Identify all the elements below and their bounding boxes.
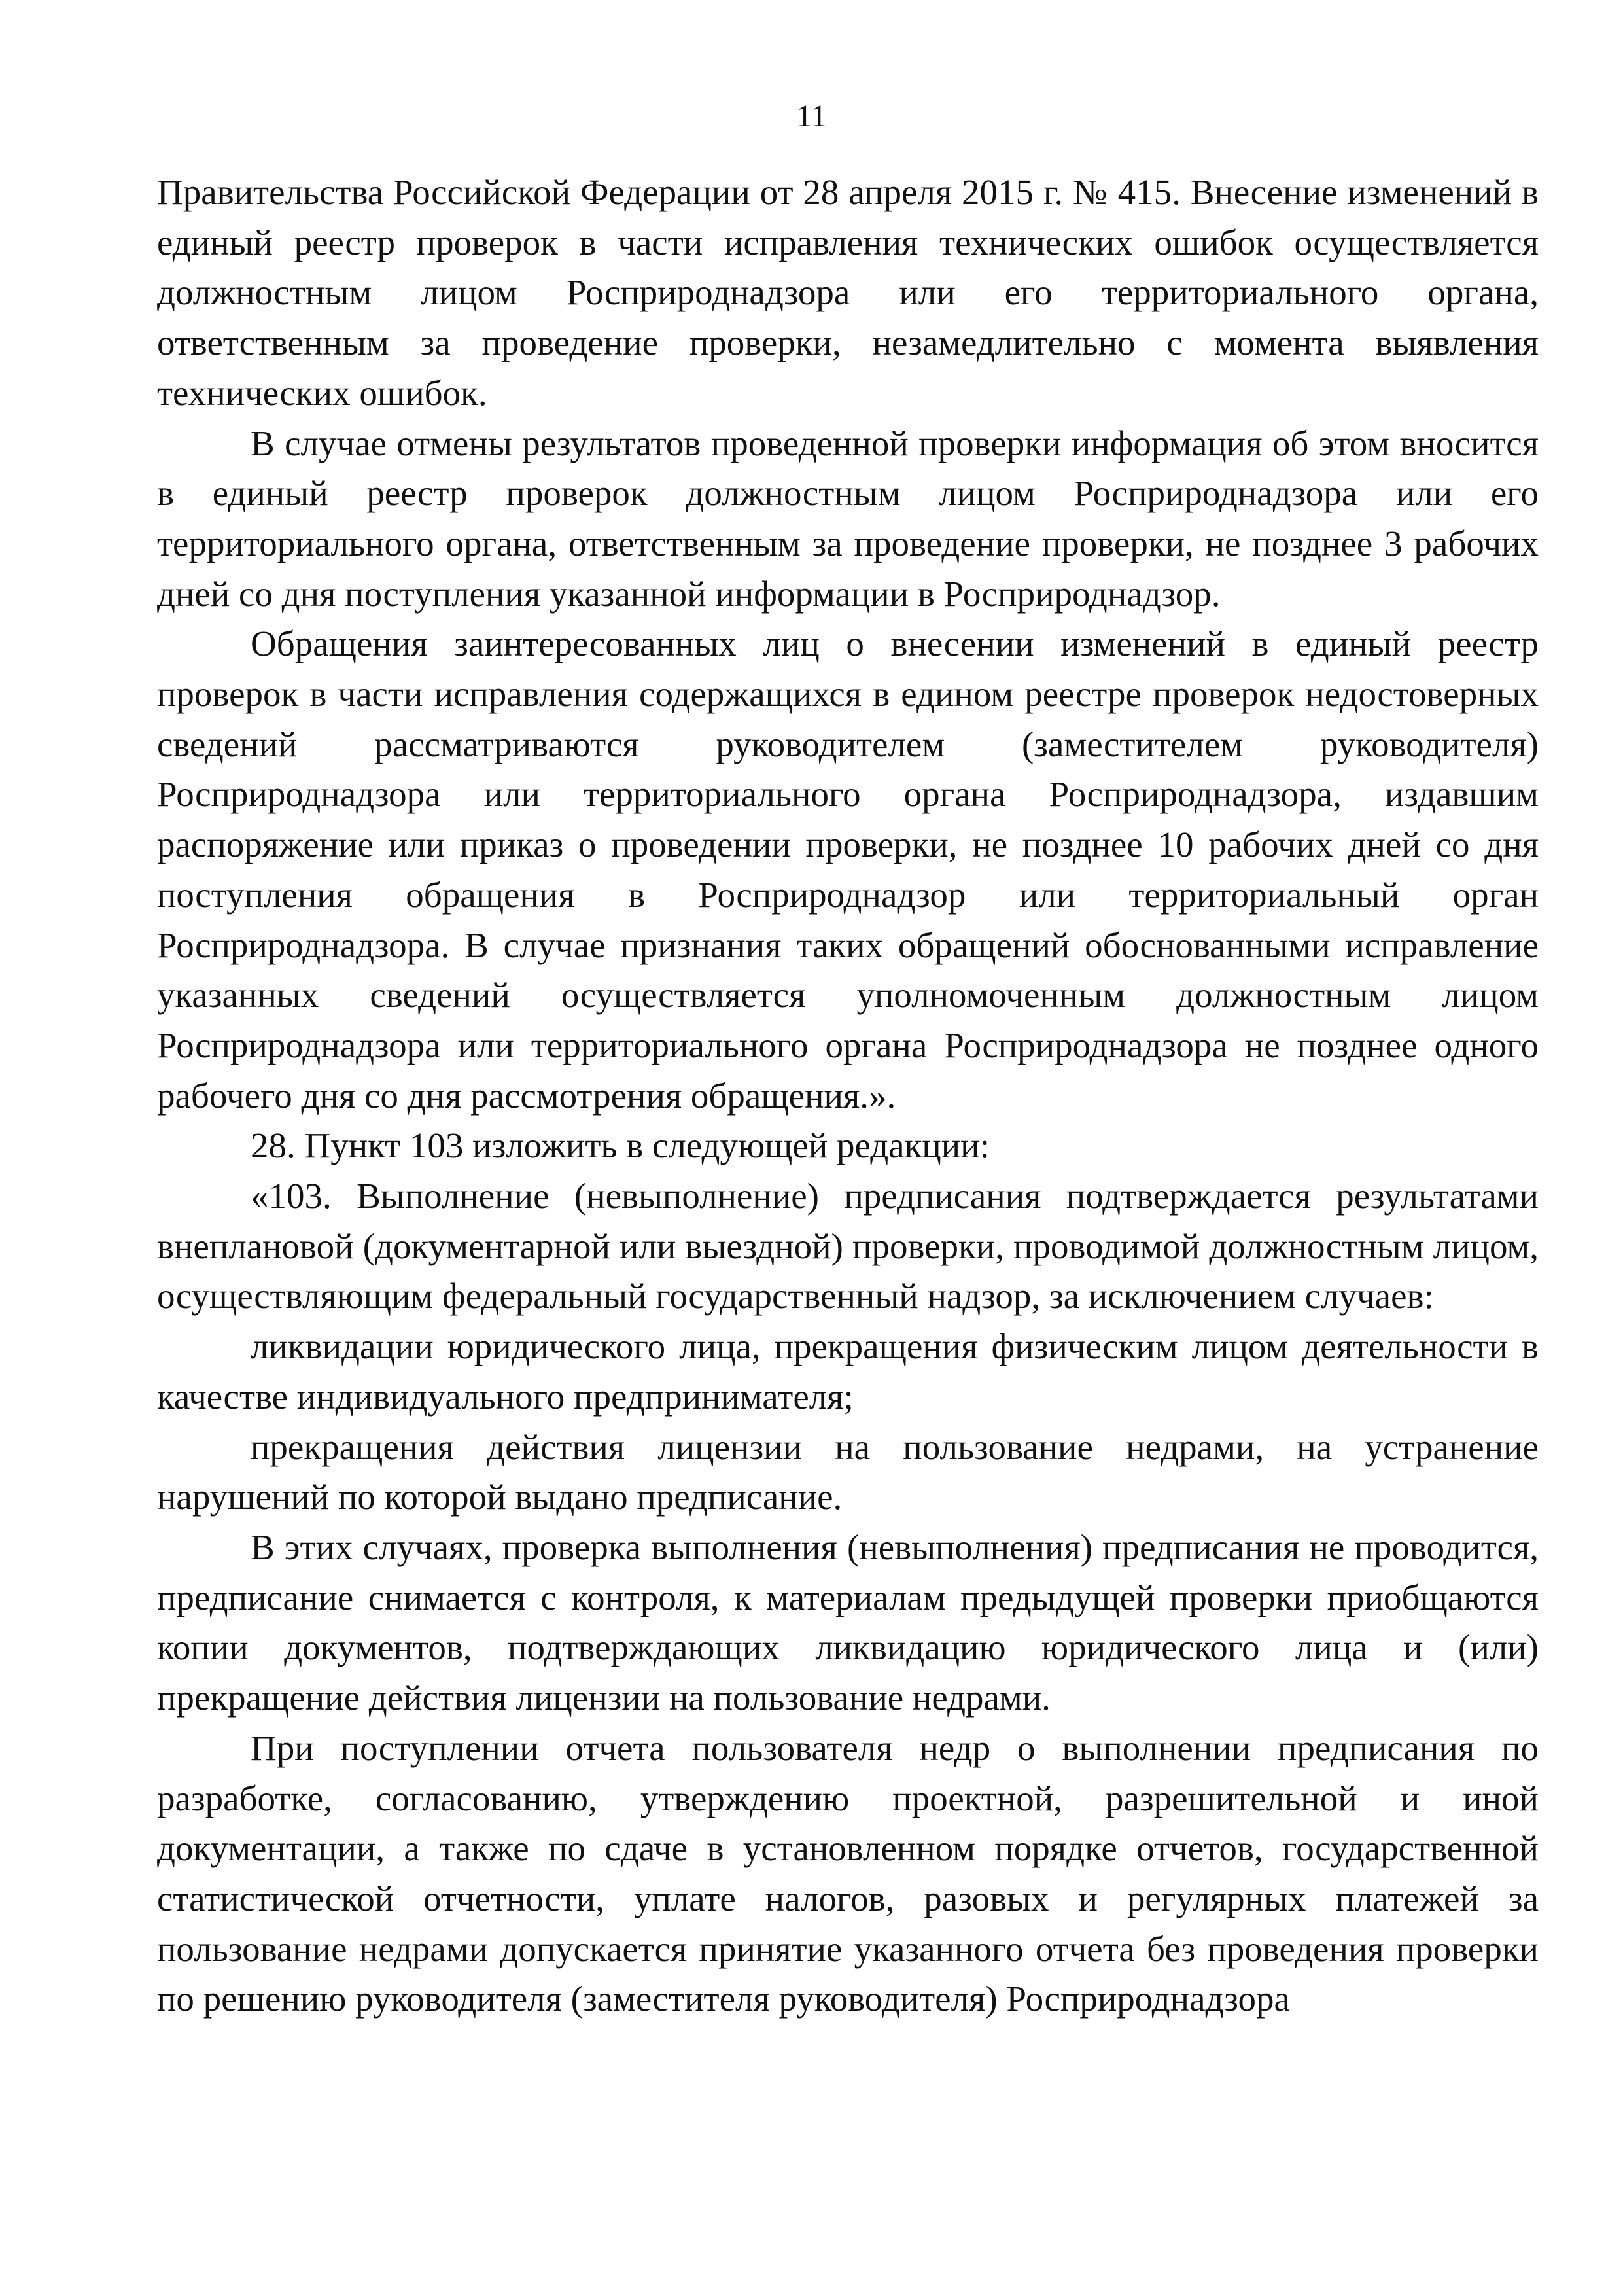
paragraph: В случае отмены результатов проведенной проверки информация об этом вносится в единый реестр проверок должностным лицом Росприроднадзора или его территориального органа, ответственным за проведение проверки, не позднее 3 рабочих дней со дня поступления указанной информации в Росприроднадзор. (157, 423, 1539, 614)
paragraph: прекращения действия лицензии на пользование недрами, на устранение нарушений по которой выдано предписание. (157, 1426, 1539, 1517)
paragraph: Обращения заинтересованных лиц о внесении изменений в единый реестр проверок в части исправления содержащихся в едином реестре проверок недостоверных сведений рассматриваются руководителем (заместителем руководителя) Росприроднадзора или территориального органа Росприроднадзора, издавшим распоряжение или приказ о проведении проверки, не позднее 10 рабочих дней со дня поступления обращения в Росприроднадзор или территориальный орган Росприроднадзора. В случае признания таких обращений обоснованными исправление указанных сведений осуществляется уполномоченным должностным лицом Росприроднадзора или территориального органа Росприроднадзора не позднее одного рабочего дня со дня рассмотрения обращения.». (157, 624, 1539, 1116)
paragraph: При поступлении отчета пользователя недр о выполнении предписания по разработке, согласованию, утверждению проектной, разрешительной и иной документации, а также по сдаче в установленном порядке отчетов, государственной статистической отчетности, уплате налогов, разовых и регулярных платежей за пользование недрами допускается принятие указанного отчета без проведения проверки по решению руководителя (заместителя руководителя) Росприроднадзора (157, 1727, 1539, 2019)
paragraph-continuation: Правительства Российской Федерации от 28 апреля 2015 г. № 415. Внесение изменений в единый реестр проверок в части исправления технических ошибок осуществляется должностным лицом Росприроднадзора или его территориального органа, ответственным за проведение проверки, незамедлительно с момента выявления технических ошибок. (157, 172, 1539, 413)
page-number: 11 (796, 99, 827, 133)
paragraph: «103. Выполнение (невыполнение) предписания подтверждается результатами внеплановой (документарной или выездной) проверки, проводимой должностным лицом, осуществляющим федеральный государственный надзор, за исключением случаев: (157, 1176, 1539, 1316)
document-body (157, 168, 1539, 2024)
paragraph: В этих случаях, проверка выполнения (невыполнения) предписания не проводится, предписание снимается с контроля, к материалам предыдущей проверки приобщаются копии документов, подтверждающих ликвидацию юридического лица и (или) прекращение действия лицензии на пользование недрами. (157, 1527, 1539, 1718)
paragraph: 28. Пункт 103 изложить в следующей редакции: (251, 1125, 990, 1166)
paragraph: ликвидации юридического лица, прекращения физическим лицом деятельности в качестве индивидуального предпринимателя; (157, 1326, 1539, 1417)
